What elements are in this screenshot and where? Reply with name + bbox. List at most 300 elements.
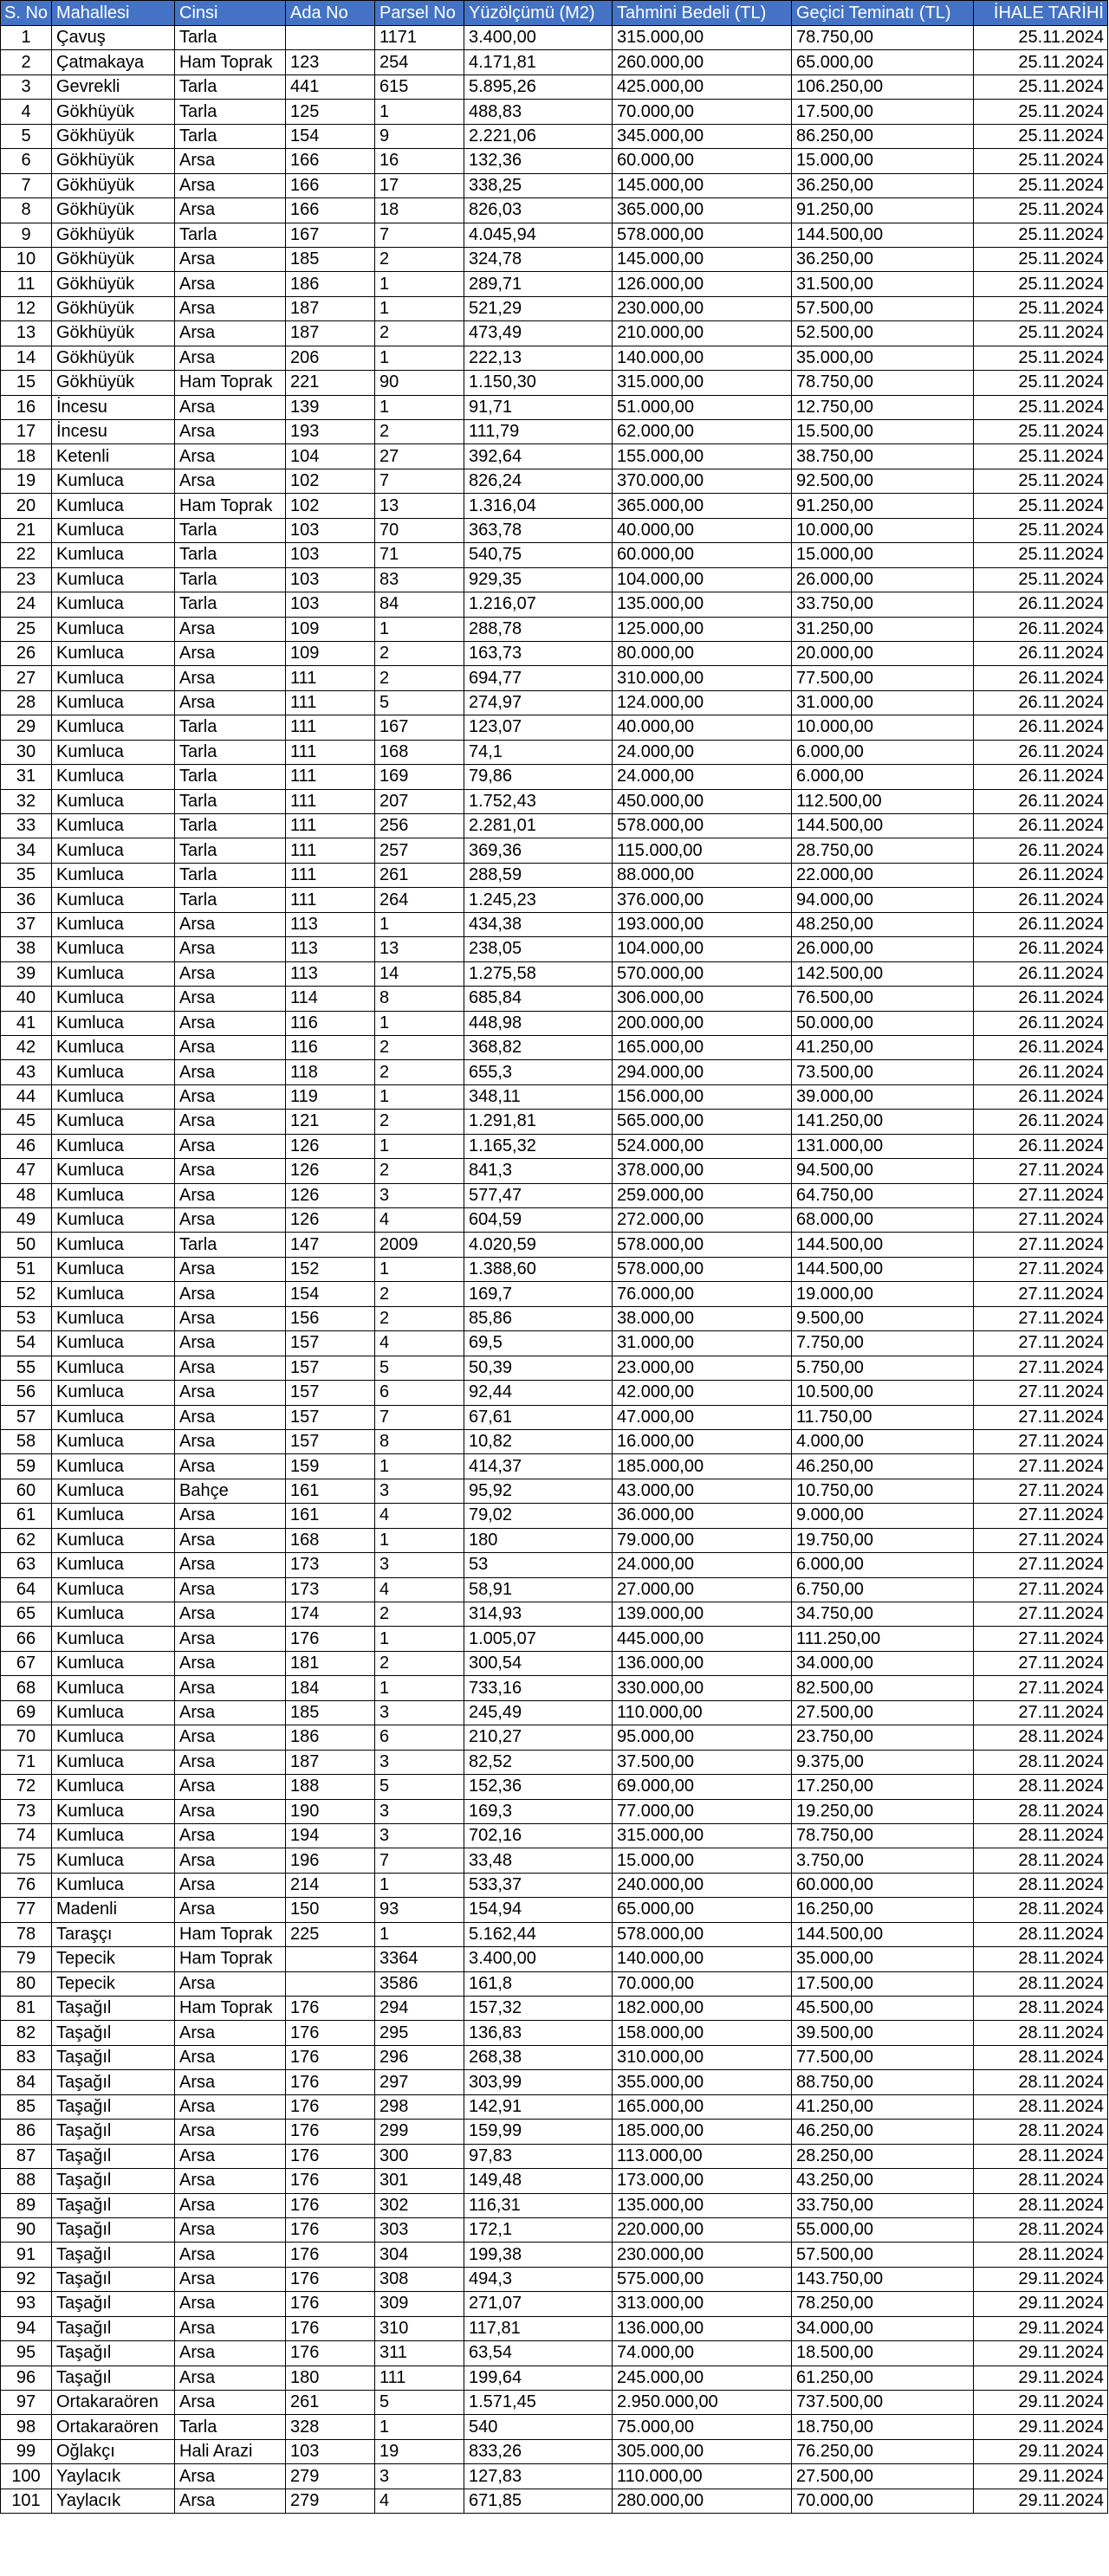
cell-tahmini-bedeli: 37.500,00 [613, 1750, 792, 1774]
cell-gecici-teminati: 15.000,00 [792, 543, 974, 567]
cell-s-no: 78 [1, 1922, 52, 1946]
cell-yuzolcumu: 157,32 [464, 1997, 613, 2021]
cell-gecici-teminati: 70.000,00 [792, 2489, 974, 2513]
cell-gecici-teminati: 10.750,00 [792, 1479, 974, 1503]
cell-mahallesi: Gökhüyük [52, 223, 175, 247]
cell-yuzolcumu: 92,44 [464, 1381, 613, 1405]
cell-mahallesi: Tepecik [52, 1971, 175, 1996]
cell-ada-no: 168 [286, 1528, 375, 1552]
cell-ada-no: 114 [286, 987, 375, 1011]
cell-ihale-tarihi: 26.11.2024 [974, 765, 1108, 789]
cell-yuzolcumu: 238,05 [464, 937, 613, 961]
cell-ihale-tarihi: 28.11.2024 [974, 1848, 1108, 1873]
cell-parsel-no: 83 [375, 567, 464, 592]
cell-s-no: 14 [1, 346, 52, 370]
cell-mahallesi: Taşağıl [52, 2070, 175, 2094]
cell-parsel-no: 1 [375, 1676, 464, 1700]
cell-tahmini-bedeli: 38.000,00 [613, 1306, 792, 1330]
cell-gecici-teminati: 57.500,00 [792, 296, 974, 320]
cell-mahallesi: Kumluca [52, 1676, 175, 1700]
cell-ada-no: 225 [286, 1922, 375, 1946]
cell-mahallesi: Gökhüyük [52, 198, 175, 223]
cell-cinsi: Tarla [175, 543, 286, 567]
cell-mahallesi: Madenli [52, 1898, 175, 1922]
cell-mahallesi: Gökhüyük [52, 272, 175, 296]
cell-gecici-teminati: 6.000,00 [792, 1553, 974, 1577]
cell-ada-no: 188 [286, 1775, 375, 1799]
cell-mahallesi: Taşağıl [52, 2366, 175, 2390]
cell-yuzolcumu: 4.020,59 [464, 1233, 613, 1257]
cell-cinsi: Arsa [175, 2070, 286, 2094]
cell-s-no: 4 [1, 100, 52, 124]
cell-yuzolcumu: 1.245,23 [464, 888, 613, 912]
cell-cinsi: Arsa [175, 444, 286, 469]
cell-mahallesi: Taşağıl [52, 2316, 175, 2340]
cell-cinsi: Arsa [175, 2243, 286, 2267]
cell-ada-no: 176 [286, 2045, 375, 2069]
cell-ihale-tarihi: 27.11.2024 [974, 1553, 1108, 1577]
cell-gecici-teminati: 36.250,00 [792, 247, 974, 271]
cell-mahallesi: Kumluca [52, 1110, 175, 1134]
col-header-s-no: S. No [1, 1, 52, 26]
cell-ihale-tarihi: 29.11.2024 [974, 2341, 1108, 2366]
cell-cinsi: Arsa [175, 2193, 286, 2217]
cell-parsel-no: 1 [375, 1134, 464, 1158]
cell-gecici-teminati: 34.750,00 [792, 1602, 974, 1627]
col-header-tahmini-bedeli: Tahmini Bedeli (TL) [613, 1, 792, 26]
cell-gecici-teminati: 6.750,00 [792, 1577, 974, 1602]
cell-cinsi: Tarla [175, 1233, 286, 1257]
cell-cinsi: Arsa [175, 1602, 286, 1627]
cell-yuzolcumu: 85,86 [464, 1306, 613, 1330]
cell-tahmini-bedeli: 145.000,00 [613, 173, 792, 197]
cell-mahallesi: Taşağıl [52, 2021, 175, 2045]
cell-yuzolcumu: 1.291,81 [464, 1110, 613, 1134]
cell-yuzolcumu: 2.281,01 [464, 814, 613, 838]
cell-parsel-no: 294 [375, 1997, 464, 2021]
cell-ada-no: 154 [286, 124, 375, 148]
cell-mahallesi: Kumluca [52, 1429, 175, 1453]
cell-parsel-no: 2 [375, 321, 464, 346]
cell-s-no: 74 [1, 1823, 52, 1848]
cell-parsel-no: 2 [375, 1110, 464, 1134]
cell-ihale-tarihi: 25.11.2024 [974, 567, 1108, 592]
cell-s-no: 7 [1, 173, 52, 197]
table-row [1, 50, 1108, 74]
cell-cinsi: Arsa [175, 1356, 286, 1380]
cell-ihale-tarihi: 28.11.2024 [974, 2193, 1108, 2217]
cell-tahmini-bedeli: 365.000,00 [613, 198, 792, 223]
table-row [1, 2021, 1108, 2045]
cell-cinsi: Tarla [175, 888, 286, 912]
cell-cinsi: Arsa [175, 469, 286, 493]
cell-ada-no: 109 [286, 617, 375, 641]
cell-tahmini-bedeli: 315.000,00 [613, 371, 792, 395]
cell-ihale-tarihi: 25.11.2024 [974, 272, 1108, 296]
cell-mahallesi: Kumluca [52, 1823, 175, 1848]
cell-gecici-teminati: 112.500,00 [792, 789, 974, 813]
cell-ada-no: 157 [286, 1356, 375, 1380]
cell-cinsi: Arsa [175, 395, 286, 419]
cell-mahallesi: Kumluca [52, 1454, 175, 1479]
cell-gecici-teminati: 31.500,00 [792, 272, 974, 296]
cell-ihale-tarihi: 26.11.2024 [974, 961, 1108, 986]
table-row [1, 198, 1108, 223]
cell-mahallesi: Kumluca [52, 1799, 175, 1823]
cell-ihale-tarihi: 28.11.2024 [974, 2217, 1108, 2242]
cell-gecici-teminati: 17.250,00 [792, 1775, 974, 1799]
cell-s-no: 38 [1, 937, 52, 961]
table-row [1, 987, 1108, 1011]
table-row [1, 1947, 1108, 1971]
cell-parsel-no: 1 [375, 1873, 464, 1897]
table-row [1, 1084, 1108, 1109]
cell-parsel-no: 2 [375, 1159, 464, 1183]
cell-ihale-tarihi: 27.11.2024 [974, 1479, 1108, 1503]
cell-cinsi: Arsa [175, 1577, 286, 1602]
cell-cinsi: Arsa [175, 937, 286, 961]
cell-parsel-no: 303 [375, 2217, 464, 2242]
cell-ada-no: 196 [286, 1848, 375, 1873]
cell-ihale-tarihi: 25.11.2024 [974, 149, 1108, 173]
cell-ihale-tarihi: 28.11.2024 [974, 2094, 1108, 2119]
cell-tahmini-bedeli: 76.000,00 [613, 1282, 792, 1306]
cell-cinsi: Arsa [175, 173, 286, 197]
cell-s-no: 30 [1, 740, 52, 764]
cell-s-no: 28 [1, 690, 52, 715]
cell-tahmini-bedeli: 104.000,00 [613, 937, 792, 961]
cell-s-no: 66 [1, 1627, 52, 1651]
cell-tahmini-bedeli: 113.000,00 [613, 2144, 792, 2168]
cell-gecici-teminati: 9.500,00 [792, 1306, 974, 1330]
cell-s-no: 24 [1, 592, 52, 617]
cell-ihale-tarihi: 27.11.2024 [974, 1602, 1108, 1627]
cell-tahmini-bedeli: 110.000,00 [613, 1700, 792, 1725]
cell-gecici-teminati: 64.750,00 [792, 1183, 974, 1207]
cell-yuzolcumu: 5.162,44 [464, 1922, 613, 1946]
table-row [1, 1306, 1108, 1330]
cell-cinsi: Arsa [175, 1381, 286, 1405]
cell-ihale-tarihi: 28.11.2024 [974, 1898, 1108, 1922]
cell-s-no: 61 [1, 1504, 52, 1528]
cell-yuzolcumu: 288,59 [464, 863, 613, 887]
table-row [1, 1257, 1108, 1281]
cell-ihale-tarihi: 25.11.2024 [974, 50, 1108, 74]
cell-cinsi: Arsa [175, 296, 286, 320]
cell-cinsi: Tarla [175, 567, 286, 592]
cell-ada-no: 156 [286, 1306, 375, 1330]
cell-ada-no [286, 1971, 375, 1996]
cell-s-no: 84 [1, 2070, 52, 2094]
cell-parsel-no: 1 [375, 296, 464, 320]
cell-mahallesi: Ortakaraören [52, 2415, 175, 2439]
cell-gecici-teminati: 31.250,00 [792, 617, 974, 641]
col-header-yuzolcumu: Yüzölçümü (M2) [464, 1, 613, 26]
table-row [1, 2316, 1108, 2340]
cell-ada-no: 159 [286, 1454, 375, 1479]
cell-parsel-no: 17 [375, 173, 464, 197]
cell-ada-no: 184 [286, 1676, 375, 1700]
table-row [1, 1504, 1108, 1528]
cell-tahmini-bedeli: 69.000,00 [613, 1775, 792, 1799]
cell-ihale-tarihi: 27.11.2024 [974, 1528, 1108, 1552]
cell-tahmini-bedeli: 230.000,00 [613, 296, 792, 320]
cell-cinsi: Arsa [175, 666, 286, 690]
cell-cinsi: Arsa [175, 987, 286, 1011]
cell-s-no: 57 [1, 1405, 52, 1429]
cell-yuzolcumu: 222,13 [464, 346, 613, 370]
cell-s-no: 46 [1, 1134, 52, 1158]
table-row [1, 1553, 1108, 1577]
table-row [1, 1602, 1108, 1627]
cell-yuzolcumu: 67,61 [464, 1405, 613, 1429]
table-row [1, 641, 1108, 665]
cell-ada-no: 193 [286, 420, 375, 444]
cell-parsel-no: 2 [375, 1651, 464, 1675]
cell-s-no: 52 [1, 1282, 52, 1306]
cell-parsel-no: 1 [375, 346, 464, 370]
cell-tahmini-bedeli: 245.000,00 [613, 2366, 792, 2390]
cell-parsel-no: 1 [375, 617, 464, 641]
cell-gecici-teminati: 15.000,00 [792, 149, 974, 173]
cell-ada-no: 126 [286, 1134, 375, 1158]
cell-yuzolcumu: 1.571,45 [464, 2391, 613, 2415]
cell-yuzolcumu: 368,82 [464, 1035, 613, 1059]
cell-gecici-teminati: 22.000,00 [792, 863, 974, 887]
cell-gecici-teminati: 57.500,00 [792, 2243, 974, 2267]
cell-parsel-no: 302 [375, 2193, 464, 2217]
cell-gecici-teminati: 111.250,00 [792, 1627, 974, 1651]
cell-yuzolcumu: 245,49 [464, 1700, 613, 1725]
cell-cinsi: Ham Toprak [175, 50, 286, 74]
cell-mahallesi: Kumluca [52, 1602, 175, 1627]
cell-tahmini-bedeli: 259.000,00 [613, 1183, 792, 1207]
cell-parsel-no: 310 [375, 2316, 464, 2340]
cell-ada-no: 180 [286, 2366, 375, 2390]
cell-ihale-tarihi: 28.11.2024 [974, 2045, 1108, 2069]
cell-gecici-teminati: 20.000,00 [792, 641, 974, 665]
cell-ada-no: 103 [286, 567, 375, 592]
cell-gecici-teminati: 41.250,00 [792, 2094, 974, 2119]
cell-ihale-tarihi: 27.11.2024 [974, 1454, 1108, 1479]
cell-ihale-tarihi: 25.11.2024 [974, 420, 1108, 444]
table-row [1, 100, 1108, 124]
cell-gecici-teminati: 131.000,00 [792, 1134, 974, 1158]
cell-gecici-teminati: 35.000,00 [792, 1947, 974, 1971]
cell-tahmini-bedeli: 74.000,00 [613, 2341, 792, 2366]
cell-gecici-teminati: 15.500,00 [792, 420, 974, 444]
cell-yuzolcumu: 274,97 [464, 690, 613, 715]
cell-tahmini-bedeli: 306.000,00 [613, 987, 792, 1011]
cell-tahmini-bedeli: 578.000,00 [613, 814, 792, 838]
header-row [1, 1, 1108, 26]
cell-s-no: 88 [1, 2169, 52, 2193]
cell-s-no: 96 [1, 2366, 52, 2390]
table-row [1, 2193, 1108, 2217]
cell-mahallesi: Kumluca [52, 863, 175, 887]
cell-yuzolcumu: 111,79 [464, 420, 613, 444]
cell-yuzolcumu: 4.045,94 [464, 223, 613, 247]
cell-s-no: 40 [1, 987, 52, 1011]
cell-ihale-tarihi: 25.11.2024 [974, 469, 1108, 493]
cell-s-no: 34 [1, 838, 52, 863]
cell-ihale-tarihi: 25.11.2024 [974, 518, 1108, 542]
cell-gecici-teminati: 60.000,00 [792, 1873, 974, 1897]
cell-mahallesi: Kumluca [52, 987, 175, 1011]
cell-ihale-tarihi: 27.11.2024 [974, 1183, 1108, 1207]
cell-cinsi: Arsa [175, 2464, 286, 2489]
cell-cinsi: Arsa [175, 149, 286, 173]
cell-mahallesi: Kumluca [52, 715, 175, 740]
cell-tahmini-bedeli: 62.000,00 [613, 420, 792, 444]
cell-gecici-teminati: 27.500,00 [792, 2464, 974, 2489]
cell-tahmini-bedeli: 370.000,00 [613, 469, 792, 493]
cell-ada-no: 187 [286, 1750, 375, 1774]
table-row [1, 2415, 1108, 2439]
cell-tahmini-bedeli: 70.000,00 [613, 100, 792, 124]
cell-parsel-no: 7 [375, 469, 464, 493]
cell-ada-no: 139 [286, 395, 375, 419]
cell-parsel-no: 2 [375, 641, 464, 665]
cell-gecici-teminati: 68.000,00 [792, 1208, 974, 1233]
cell-tahmini-bedeli: 140.000,00 [613, 346, 792, 370]
cell-parsel-no: 1 [375, 1454, 464, 1479]
cell-cinsi: Ham Toprak [175, 1997, 286, 2021]
table-row [1, 1651, 1108, 1675]
cell-cinsi: Arsa [175, 1110, 286, 1134]
cell-yuzolcumu: 97,83 [464, 2144, 613, 2168]
cell-yuzolcumu: 348,11 [464, 1084, 613, 1109]
cell-s-no: 37 [1, 912, 52, 936]
cell-ihale-tarihi: 29.11.2024 [974, 2415, 1108, 2439]
table-row [1, 420, 1108, 444]
cell-tahmini-bedeli: 47.000,00 [613, 1405, 792, 1429]
cell-ada-no: 121 [286, 1110, 375, 1134]
table-row [1, 1873, 1108, 1897]
col-header-gecici-teminati: Geçici Teminatı (TL) [792, 1, 974, 26]
cell-gecici-teminati: 34.000,00 [792, 1651, 974, 1675]
cell-s-no: 58 [1, 1429, 52, 1453]
cell-cinsi: Arsa [175, 641, 286, 665]
cell-cinsi: Arsa [175, 2169, 286, 2193]
table-row [1, 1208, 1108, 1233]
cell-ihale-tarihi: 26.11.2024 [974, 690, 1108, 715]
cell-mahallesi: Kumluca [52, 740, 175, 764]
cell-gecici-teminati: 39.000,00 [792, 1084, 974, 1109]
cell-ada-no: 103 [286, 543, 375, 567]
cell-yuzolcumu: 488,83 [464, 100, 613, 124]
cell-mahallesi: Kumluca [52, 518, 175, 542]
cell-ihale-tarihi: 27.11.2024 [974, 1331, 1108, 1356]
cell-ada-no: 167 [286, 223, 375, 247]
cell-cinsi: Arsa [175, 2120, 286, 2144]
cell-s-no: 62 [1, 1528, 52, 1552]
cell-ada-no: 103 [286, 2439, 375, 2463]
cell-yuzolcumu: 95,92 [464, 1479, 613, 1503]
cell-parsel-no: 14 [375, 961, 464, 986]
cell-parsel-no: 4 [375, 1504, 464, 1528]
cell-ihale-tarihi: 26.11.2024 [974, 1035, 1108, 1059]
cell-tahmini-bedeli: 31.000,00 [613, 1331, 792, 1356]
cell-cinsi: Arsa [175, 2045, 286, 2069]
table-row [1, 1381, 1108, 1405]
cell-ihale-tarihi: 25.11.2024 [974, 371, 1108, 395]
cell-yuzolcumu: 300,54 [464, 1651, 613, 1675]
table-row [1, 2464, 1108, 2489]
cell-cinsi: Arsa [175, 1405, 286, 1429]
cell-yuzolcumu: 929,35 [464, 567, 613, 592]
table-row [1, 2120, 1108, 2144]
cell-yuzolcumu: 655,3 [464, 1060, 613, 1084]
cell-cinsi: Arsa [175, 1011, 286, 1035]
cell-tahmini-bedeli: 578.000,00 [613, 1233, 792, 1257]
cell-s-no: 90 [1, 2217, 52, 2242]
table-row [1, 863, 1108, 887]
cell-mahallesi: Kumluca [52, 1381, 175, 1405]
cell-s-no: 45 [1, 1110, 52, 1134]
cell-tahmini-bedeli: 27.000,00 [613, 1577, 792, 1602]
cell-s-no: 68 [1, 1676, 52, 1700]
cell-mahallesi: Taşağıl [52, 2094, 175, 2119]
cell-tahmini-bedeli: 260.000,00 [613, 50, 792, 74]
cell-parsel-no: 3 [375, 1183, 464, 1207]
cell-yuzolcumu: 82,52 [464, 1750, 613, 1774]
cell-cinsi: Ham Toprak [175, 1947, 286, 1971]
cell-tahmini-bedeli: 450.000,00 [613, 789, 792, 813]
cell-cinsi: Tarla [175, 814, 286, 838]
cell-parsel-no: 296 [375, 2045, 464, 2069]
cell-ihale-tarihi: 25.11.2024 [974, 26, 1108, 50]
cell-tahmini-bedeli: 185.000,00 [613, 1454, 792, 1479]
cell-gecici-teminati: 143.750,00 [792, 2267, 974, 2291]
cell-mahallesi: İncesu [52, 395, 175, 419]
cell-tahmini-bedeli: 570.000,00 [613, 961, 792, 986]
cell-parsel-no: 5 [375, 1775, 464, 1799]
cell-ihale-tarihi: 26.11.2024 [974, 838, 1108, 863]
cell-cinsi: Arsa [175, 1454, 286, 1479]
cell-ada-no: 221 [286, 371, 375, 395]
cell-mahallesi: Kumluca [52, 1257, 175, 1281]
cell-ada-no: 176 [286, 2120, 375, 2144]
cell-gecici-teminati: 77.500,00 [792, 2045, 974, 2069]
cell-mahallesi: Kumluca [52, 789, 175, 813]
cell-gecici-teminati: 142.500,00 [792, 961, 974, 986]
cell-s-no: 99 [1, 2439, 52, 2463]
cell-cinsi: Ham Toprak [175, 1922, 286, 1946]
cell-s-no: 51 [1, 1257, 52, 1281]
cell-ihale-tarihi: 26.11.2024 [974, 912, 1108, 936]
cell-mahallesi: Gökhüyük [52, 321, 175, 346]
cell-yuzolcumu: 289,71 [464, 272, 613, 296]
cell-mahallesi: Kumluca [52, 1577, 175, 1602]
cell-parsel-no: 5 [375, 2391, 464, 2415]
cell-yuzolcumu: 123,07 [464, 715, 613, 740]
cell-parsel-no: 301 [375, 2169, 464, 2193]
cell-ihale-tarihi: 25.11.2024 [974, 100, 1108, 124]
cell-gecici-teminati: 3.750,00 [792, 1848, 974, 1873]
cell-ada-no: 116 [286, 1035, 375, 1059]
cell-ada-no: 279 [286, 2489, 375, 2513]
cell-s-no: 36 [1, 888, 52, 912]
cell-mahallesi: Taşağıl [52, 2217, 175, 2242]
cell-cinsi: Arsa [175, 1134, 286, 1158]
cell-ihale-tarihi: 27.11.2024 [974, 1405, 1108, 1429]
cell-parsel-no: 1 [375, 1084, 464, 1109]
cell-tahmini-bedeli: 124.000,00 [613, 690, 792, 715]
cell-tahmini-bedeli: 355.000,00 [613, 2070, 792, 2094]
cell-cinsi: Arsa [175, 321, 286, 346]
table-row [1, 1627, 1108, 1651]
